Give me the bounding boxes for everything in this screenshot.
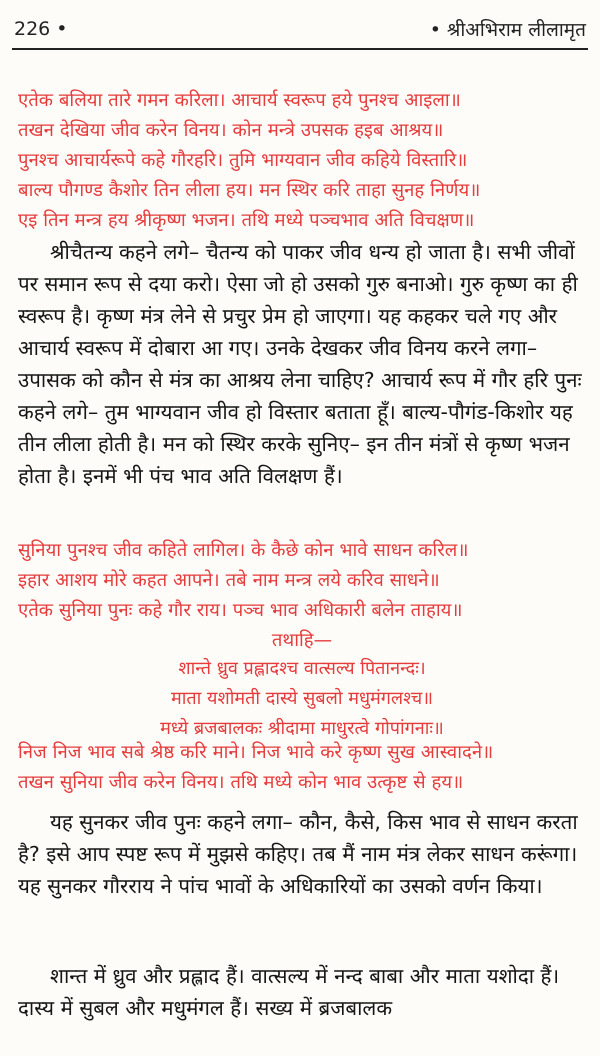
verse-line: एइ तिन मन्त्र हय श्रीकृष्ण भजन। तथि मध्ये पञ्चभाव अति विचक्षण॥	[18, 210, 475, 231]
verse-line: पुनश्च आचार्यरूपे कहे गौरहरि। तुमि भाग्यवान जीव कहिये विस्तारि॥	[18, 150, 468, 171]
paragraph-text: शान्त में ध्रुव और प्रह्लाद हैं। वात्सल्य में नन्द बाबा और माता यशोदा हैं। दास्य में सुबल और मधुमंगल हैं। सख्य में ब्रजबालक	[18, 964, 560, 1020]
verse-line: सुनिया पुनश्च जीव कहिते लागिल। के कैछे कोन भावे साधन करिल॥	[18, 540, 469, 561]
verse-line: निज निज भाव सबे श्रेष्ठ करि माने। निज भावे करे कृष्ण सुख आस्वादने॥	[18, 742, 494, 763]
prose-paragraph-3	[18, 960, 586, 1024]
verse-line: बाल्य पौगण्ड कैशोर तिन लीला हय। मन स्थिर करि ताहा सुनह निर्णय॥	[18, 180, 481, 201]
shloka-line: माता यशोमती दास्ये सुबलो मधुमंगलश्च॥	[170, 688, 434, 709]
verse-line: तखन सुनिया जीव करेन विनय। तथि मध्ये कोन भाव उत्कृष्ट से हय॥	[18, 772, 464, 793]
verse-block-1	[18, 86, 586, 236]
shloka-block	[18, 654, 586, 744]
book-title: • श्रीअभिराम लीलामृत	[429, 19, 586, 41]
shloka-line: शान्ते ध्रुव प्रह्लादश्च वात्सल्य पितानन्दः।	[178, 658, 426, 679]
paragraph-text: श्रीचैतन्य कहने लगे– चैतन्य को पाकर जीव धन्य हो जाता है। सभी जीवों पर समान रूप से दया करो। ऐसा जो हो उसको गुरु बनाओ। गुरु कृष्ण का ही स्वरूप है। कृष्ण मंत्र लेने से प्रचुर प्रेम हो जाएगा। यह कहकर चले गए और आचार्य स्वरूप में दोबारा आ गए। उनके देखकर जीव विनय करने लगा– उपासक को कौन से मंत्र का आश्रय लेना चाहिए? आचार्य रूप में गौर हरि पुनः कहने लगे– तुम भाग्यवान जीव हो विस्तार बताता हूँ। बाल्य-पौगंड-किशोर यह तीन लीला होती है। मन को स्थिर करके सुनिए– इन तीन मंत्रों से कृष्ण भजन होता है। इनमें भी पंच भाव अति विलक्षण हैं।	[18, 240, 582, 488]
page-number: 226 •	[14, 18, 68, 40]
verse-line: इहार आशय मोरे कहत आपने। तबे नाम मन्त्र लये करिव साधने॥	[18, 570, 440, 591]
verse-line: एतेक सुनिया पुनः कहे गौर राय। पञ्च भाव अधिकारी बलेन ताहाय॥	[18, 600, 463, 621]
prose-paragraph-1	[18, 236, 586, 492]
verse-line: एतेक बलिया तारे गमन करिला। आचार्य स्वरूप हये पुनश्च आइला॥	[18, 90, 461, 111]
verse-line: तखन देखिया जीव करेन विनय। कोन मन्त्रे उपसक हइब आश्रय॥	[18, 120, 444, 141]
verse-block-2	[18, 536, 586, 626]
verse-block-3	[18, 738, 586, 798]
shloka-line: मध्ये ब्रजबालकः श्रीदामा माधुरत्वे गोपांगनाः॥	[160, 718, 444, 739]
tathahi-heading: तथाहि—	[271, 630, 333, 651]
page-header	[14, 14, 586, 44]
paragraph-text: यह सुनकर जीव पुनः कहने लगा– कौन, कैसे, किस भाव से साधन करता है? इसे आप स्पष्ट रूप में मुझसे कहिए। तब मैं नाम मंत्र लेकर साधन करूंगा। यह सुनकर गौरराय ने पांच भावों के अधिकारियों का उसको वर्णन किया।	[18, 810, 578, 898]
header-divider	[12, 48, 588, 50]
prose-paragraph-2	[18, 806, 586, 902]
